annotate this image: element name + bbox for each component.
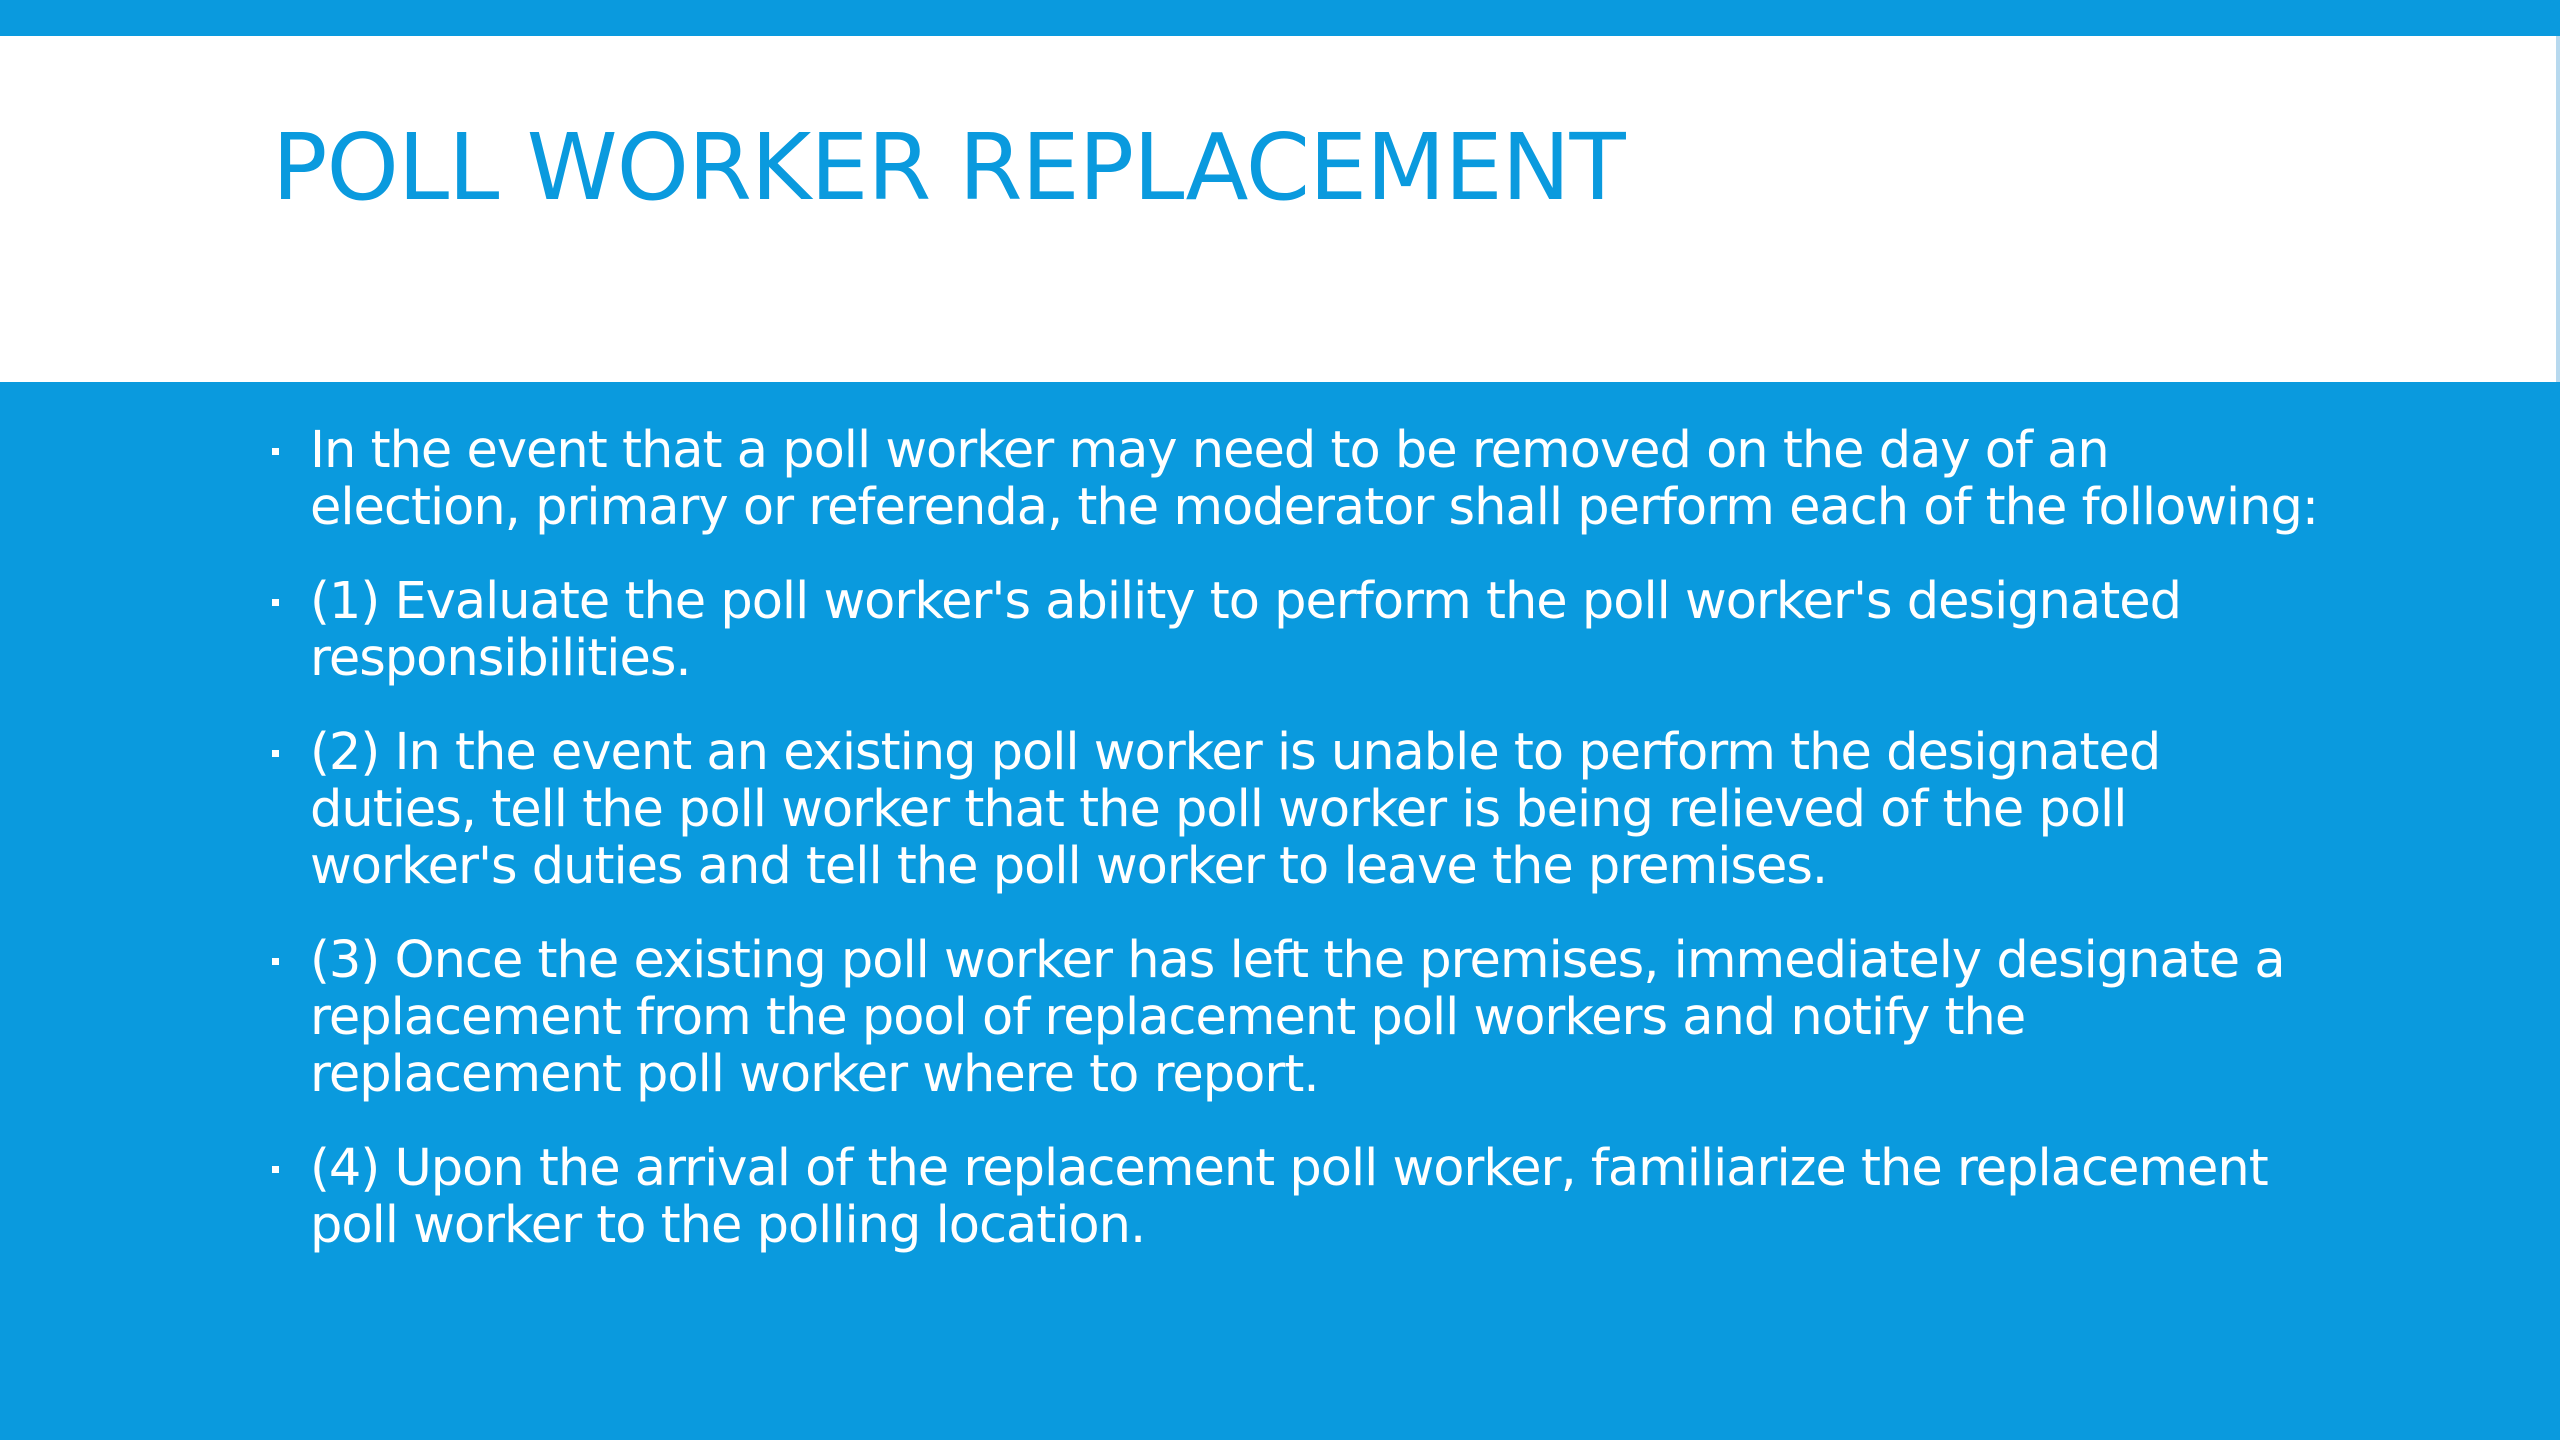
- slide-title: POLL WORKER REPLACEMENT: [272, 114, 1625, 221]
- bullet-text: (1) Evaluate the poll worker's ability to perform the poll worker's designated responsibilities.: [310, 572, 2181, 688]
- bullet-text: (2) In the event an existing poll worker is unable to perform the designated duties, tell the poll worker that the poll worker is being relieved of the poll worker's duties and tell the poll worker to leave the premises.: [310, 723, 2161, 896]
- bullet-item: [272, 422, 2332, 536]
- square-bullet-icon: [272, 958, 279, 965]
- bullet-item: [272, 1140, 2332, 1254]
- bullet-text: (3) Once the existing poll worker has left the premises, immediately designate a replacement from the pool of replacement poll workers and notify the replacement poll worker where to report.: [310, 931, 2285, 1104]
- square-bullet-icon: [272, 1166, 279, 1173]
- square-bullet-icon: [272, 448, 279, 455]
- bullet-item: [272, 573, 2332, 687]
- bullet-list: [272, 422, 2332, 1291]
- bullet-item: [272, 724, 2332, 895]
- bullet-text: In the event that a poll worker may need to be removed on the day of an election, primary or referenda, the moderator shall perform each of the following:: [310, 421, 2319, 537]
- square-bullet-icon: [272, 599, 279, 606]
- square-bullet-icon: [272, 750, 279, 757]
- top-accent-band: [0, 0, 2560, 36]
- slide-right-edge: [2556, 36, 2560, 382]
- bullet-text: (4) Upon the arrival of the replacement poll worker, familiarize the replacement poll worker to the polling location.: [310, 1139, 2268, 1255]
- bullet-item: [272, 932, 2332, 1103]
